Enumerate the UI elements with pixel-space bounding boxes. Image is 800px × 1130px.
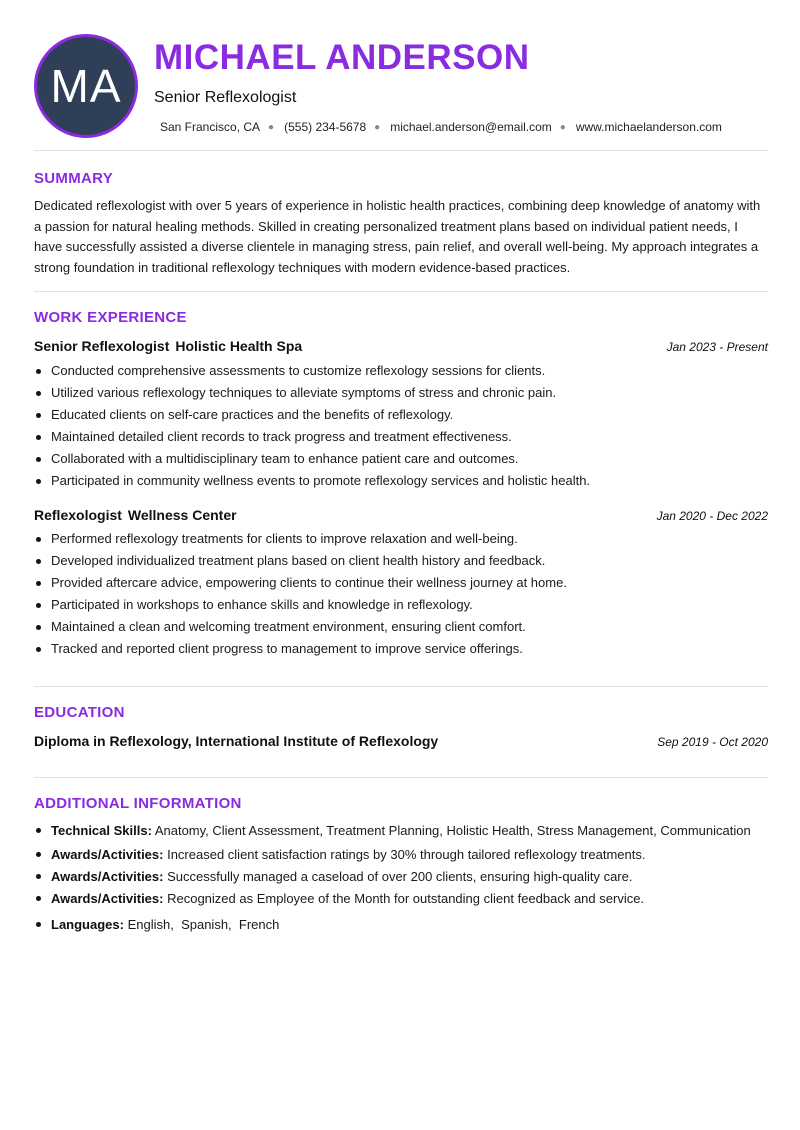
bullet-text: Educated clients on self-care practices and the benefits of reflexology. — [51, 407, 454, 422]
job-header — [34, 338, 768, 354]
contact-line — [160, 120, 722, 134]
info-label: Languages: — [51, 917, 124, 932]
divider — [34, 777, 768, 778]
bullet-icon — [36, 559, 41, 564]
additional-info-list — [34, 820, 768, 936]
list-item — [34, 470, 768, 492]
info-value: English, Spanish, French — [127, 917, 280, 932]
list-item — [34, 426, 768, 448]
job-role: Reflexologist — [34, 507, 122, 523]
contact-website: www.michaelanderson.com — [575, 120, 722, 134]
bullet-text: Performed reflexology treatments for clients to improve relaxation and well-being. — [51, 531, 518, 546]
bullet-text: Conducted comprehensive assessments to customize reflexology sessions for clients. — [51, 363, 546, 378]
bullet-icon — [36, 537, 41, 542]
experience-heading: WORK EXPERIENCE — [34, 309, 187, 326]
bullet-text: Provided aftercare advice, empowering clients to continue their wellness journey at home. — [51, 575, 567, 590]
list-item — [34, 638, 768, 660]
job-company: Holistic Health Spa — [175, 338, 303, 354]
summary-heading: SUMMARY — [34, 170, 114, 187]
bullet-icon — [36, 581, 41, 586]
bullet-text: Utilized various reflexology techniques to alleviate symptoms of stress and chronic pain. — [51, 385, 557, 400]
job-bullets — [34, 528, 768, 660]
list-item — [34, 888, 768, 914]
bullet-text: Participated in workshops to enhance skills and knowledge in reflexology. — [51, 597, 473, 612]
info-label: Awards/Activities: — [51, 869, 164, 884]
bullet-icon — [36, 647, 41, 652]
list-item — [34, 616, 768, 638]
list-item — [34, 820, 768, 844]
bullet-icon — [36, 896, 41, 901]
info-label: Technical Skills: — [51, 823, 152, 838]
bullet-icon — [36, 457, 41, 462]
job-role: Senior Reflexologist — [34, 338, 170, 354]
separator-dot-icon: ● — [559, 121, 566, 133]
bullet-icon — [36, 625, 41, 630]
bullet-text: Developed individualized treatment plans based on client health history and feedback. — [51, 553, 546, 568]
job-company: Wellness Center — [127, 507, 237, 523]
bullet-text: Tracked and reported client progress to management to improve service offerings. — [51, 641, 523, 656]
list-item — [34, 404, 768, 426]
contact-phone: (555) 234-5678 — [284, 120, 367, 134]
job-title — [34, 338, 302, 354]
info-value: Recognized as Employee of the Month for outstanding client feedback and service. — [167, 891, 645, 906]
list-item — [34, 550, 768, 572]
bullet-icon — [36, 852, 41, 857]
education-dates: Sep 2019 - Oct 2020 — [657, 735, 768, 749]
bullet-icon — [36, 391, 41, 396]
list-item — [34, 914, 768, 936]
job-dates: Jan 2023 - Present — [666, 340, 768, 354]
bullet-icon — [36, 435, 41, 440]
info-label: Awards/Activities: — [51, 847, 164, 862]
list-item — [34, 572, 768, 594]
summary-text: Dedicated reflexologist with over 5 years of experience in holistic health practices, combining deep knowledge of anatomy with a passion for natural healing methods. Skilled in creating personalized treatment plans based on individual patient needs, I have successfully assisted a diverse clientele in managing stress, pain relief, and overall well-being. My approach integrates a strong foundation in traditional reflexology techniques with modern evidence-based practices. — [34, 198, 761, 275]
info-value: Successfully managed a caseload of over 200 clients, ensuring high-quality care. — [167, 869, 633, 884]
info-value: Increased client satisfaction ratings by 30% through tailored reflexology treatments. — [167, 847, 646, 862]
job-title — [34, 507, 237, 523]
contact-email: michael.anderson@email.com — [390, 120, 552, 134]
bullet-text: Participated in community wellness events to promote reflexology services and holistic health. — [51, 473, 591, 488]
divider — [34, 150, 768, 151]
info-value: Anatomy, Client Assessment, Treatment Planning, Holistic Health, Stress Management, Communication — [154, 823, 751, 838]
list-item — [34, 866, 768, 888]
info-label: Awards/Activities: — [51, 891, 164, 906]
separator-dot-icon: ● — [268, 121, 275, 133]
list-item — [34, 360, 768, 382]
avatar-initials: MA — [50, 60, 122, 112]
additional-heading: ADDITIONAL INFORMATION — [34, 795, 242, 812]
bullet-text: Maintained a clean and welcoming treatment environment, ensuring client comfort. — [51, 619, 526, 634]
bullet-icon — [36, 603, 41, 608]
list-item — [34, 382, 768, 404]
job-header — [34, 507, 768, 523]
education-degree: Diploma in Reflexology, International Institute of Reflexology — [34, 733, 439, 749]
bullet-icon — [36, 874, 41, 879]
bullet-text: Collaborated with a multidisciplinary team to enhance patient care and outcomes. — [51, 451, 519, 466]
candidate-name: MICHAEL ANDERSON — [154, 38, 530, 77]
bullet-icon — [36, 828, 41, 833]
list-item — [34, 594, 768, 616]
list-item — [34, 528, 768, 550]
divider — [34, 686, 768, 687]
education-entry — [34, 733, 768, 749]
bullet-icon — [36, 369, 41, 374]
candidate-title: Senior Reflexologist — [154, 89, 297, 106]
list-item — [34, 844, 768, 866]
separator-dot-icon: ● — [374, 121, 381, 133]
bullet-icon — [36, 479, 41, 484]
education-heading: EDUCATION — [34, 704, 125, 721]
divider — [34, 291, 768, 292]
list-item — [34, 448, 768, 470]
job-bullets — [34, 360, 768, 492]
bullet-text: Maintained detailed client records to track progress and treatment effectiveness. — [51, 429, 512, 444]
bullet-icon — [36, 413, 41, 418]
avatar — [34, 34, 138, 138]
job-dates: Jan 2020 - Dec 2022 — [656, 509, 768, 523]
bullet-icon — [36, 922, 41, 927]
contact-location: San Francisco, CA — [160, 120, 261, 134]
